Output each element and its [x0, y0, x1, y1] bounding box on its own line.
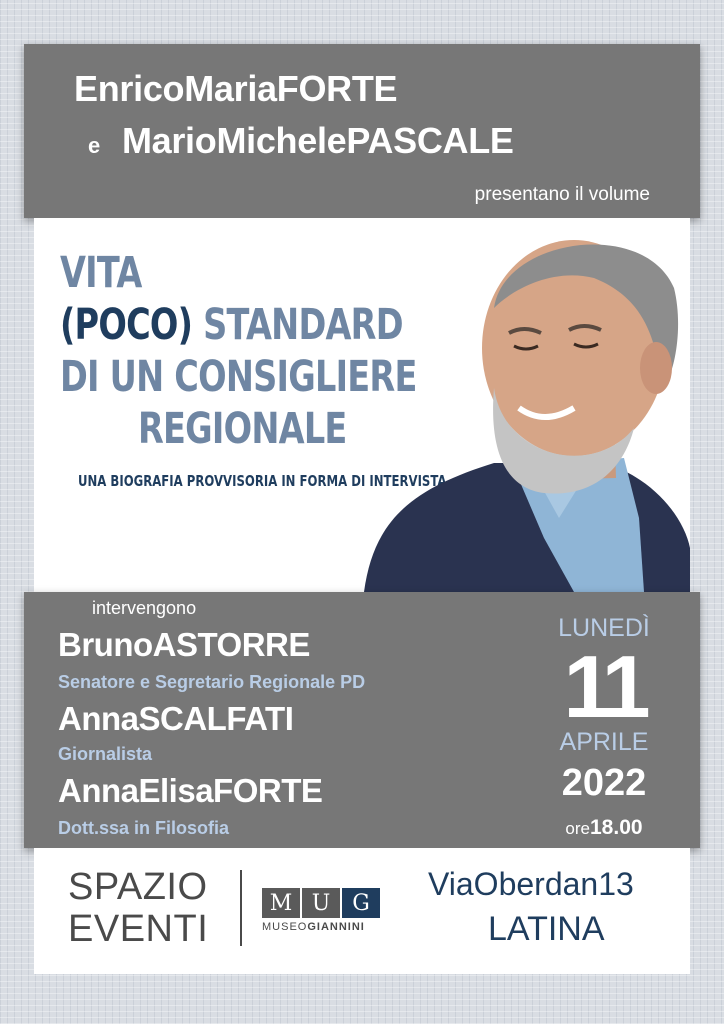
speaker-role: Dott.ssa in Filosofia	[58, 818, 230, 838]
book-title-highlight: (POCO)	[60, 300, 193, 350]
speakers-panel	[24, 592, 700, 848]
presenter-name-2: MarioMichelePASCALE	[121, 120, 514, 161]
logo-letter: G	[342, 888, 380, 918]
venue-city: LATINA	[488, 910, 605, 948]
speaker-name: AnnaSCALFATI	[58, 700, 294, 737]
presenting-tagline: presentano il volume	[474, 184, 650, 205]
venue-divider	[240, 870, 242, 946]
event-time-prefix: ore	[565, 819, 590, 838]
logo-letter: U	[302, 888, 340, 918]
speaker-name: BrunoASTORRE	[58, 626, 310, 663]
book-title-line-3: DI UN CONSIGLIERE	[60, 352, 417, 402]
event-month: APRILE	[559, 728, 649, 756]
logo-caption-1: MUSEO	[262, 921, 308, 933]
speaker-role: Giornalista	[58, 744, 153, 764]
book-cover-area	[34, 218, 690, 592]
book-title-line-2-rest: STANDARD	[192, 300, 403, 350]
event-time	[530, 816, 678, 840]
event-day: 11	[563, 637, 645, 736]
museum-logo-letters	[262, 888, 384, 918]
venue-name-line-1: SPAZIO	[68, 866, 208, 908]
presenters-header	[24, 44, 700, 218]
speakers-intro: intervengono	[92, 598, 197, 618]
conjunction: e	[88, 133, 100, 158]
author-portrait	[344, 218, 690, 592]
event-weekday: LUNEDÌ	[558, 614, 650, 642]
logo-letter: M	[262, 888, 300, 918]
presenter-name-1: EnricoMariaFORTE	[74, 68, 398, 109]
museum-logo-caption	[262, 921, 384, 933]
presenter-line-2	[88, 120, 514, 162]
speaker-role: Senatore e Segretario Regionale PD	[58, 672, 366, 692]
event-year: 2022	[561, 762, 647, 804]
speaker-name: AnnaElisaFORTE	[58, 772, 323, 809]
book-title-line-1: VITA	[60, 248, 142, 298]
venue-address: ViaOberdan13	[428, 866, 634, 902]
logo-caption-2: GIANNINI	[307, 921, 365, 933]
venue-panel	[34, 848, 690, 974]
venue-name-line-2: EVENTI	[68, 908, 209, 950]
event-time-value: 18.00	[590, 816, 643, 839]
museum-logo	[262, 888, 384, 938]
book-title-line-4: REGIONALE	[138, 404, 347, 454]
book-subtitle: UNA BIOGRAFIA PROVVISORIA IN FORMA DI INTERVISTA	[78, 472, 447, 490]
